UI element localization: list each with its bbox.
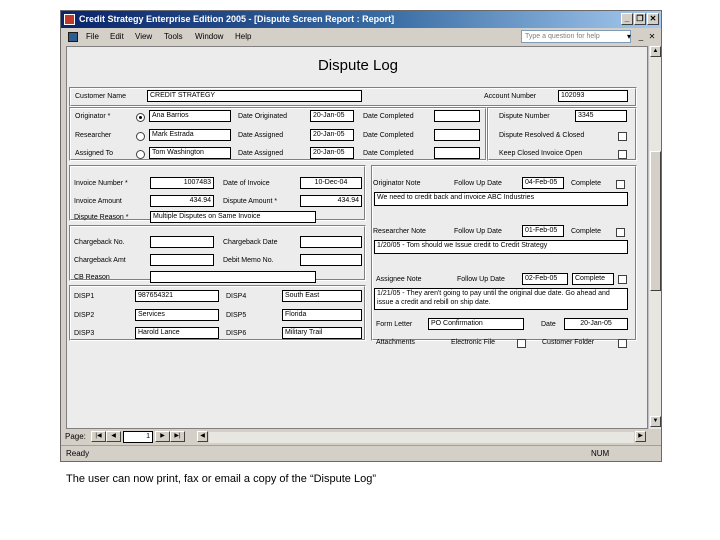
menu-file[interactable]: File: [86, 32, 99, 41]
chargeback-date-label: Chargeback Date: [223, 239, 278, 246]
complete-status-field[interactable]: Complete: [572, 273, 614, 285]
researcher-name-field[interactable]: Mark Estrada: [149, 129, 231, 141]
disp5-field[interactable]: Florida: [282, 309, 362, 321]
disp1-label: DISP1: [74, 293, 95, 300]
customer-name-field[interactable]: CREDIT STRATEGY: [147, 90, 362, 102]
researcher-note-text[interactable]: 1/20/05 - Tom should we Issue credit to Credit Strategy: [374, 240, 628, 254]
invoice-date-label: Date of Invoice: [223, 180, 270, 187]
dispute-reason-field[interactable]: Multiple Disputes on Same Invoice: [150, 211, 316, 223]
disp5-label: DISP5: [226, 312, 247, 319]
disp4-field[interactable]: South East: [282, 290, 362, 302]
resolved-checkbox[interactable]: [618, 132, 627, 141]
next-page-button[interactable]: ▶: [155, 431, 170, 442]
minimize-button[interactable]: _: [621, 13, 633, 25]
date-completed-field-2[interactable]: [434, 129, 480, 141]
form-letter-field[interactable]: PO Confirmation: [428, 318, 524, 330]
help-search-input[interactable]: Type a question for help: [521, 30, 631, 43]
chargeback-no-label: Chargeback No.: [74, 239, 125, 246]
disp1-field[interactable]: 987654321: [135, 290, 219, 302]
followup-label-2: Follow Up Date: [454, 228, 502, 235]
app-icon: [64, 14, 75, 25]
scroll-thumb[interactable]: [650, 151, 661, 291]
disp3-label: DISP3: [74, 330, 95, 337]
app-window: [60, 10, 662, 462]
followup-label-1: Follow Up Date: [454, 180, 502, 187]
disp2-field[interactable]: Services: [135, 309, 219, 321]
dispute-reason-label: Dispute Reason *: [74, 214, 129, 221]
date-originated-field[interactable]: 20-Jan-05: [310, 110, 354, 122]
date-originated-label: Date Originated: [238, 113, 288, 120]
disp2-label: DISP2: [74, 312, 95, 319]
assigned-label: Assigned To: [75, 150, 114, 157]
disp4-label: DISP4: [226, 293, 247, 300]
menu-window[interactable]: Window: [195, 32, 224, 41]
dispute-form: [66, 46, 648, 429]
dispute-number-label: Dispute Number: [499, 113, 550, 120]
customer-label: Customer Name: [75, 93, 126, 100]
chargeback-date-field[interactable]: [300, 236, 362, 248]
originator-note-text[interactable]: We need to credit back and invoice ABC Industries: [374, 192, 628, 206]
scroll-right-icon[interactable]: ▶: [635, 431, 646, 442]
disp6-label: DISP6: [226, 330, 247, 337]
researcher-radio[interactable]: [136, 132, 145, 141]
electronic-file-label: Electronic File: [451, 339, 495, 346]
complete-checkbox-3[interactable]: [618, 275, 627, 284]
complete-checkbox-1[interactable]: [616, 180, 625, 189]
invoice-amount-label: Invoice Amount: [74, 198, 122, 205]
restore-button[interactable]: ❐: [634, 13, 646, 25]
menu-tools[interactable]: Tools: [164, 32, 183, 41]
status-bar: [61, 445, 661, 461]
chargeback-no-field[interactable]: [150, 236, 214, 248]
scroll-up-icon[interactable]: ▲: [650, 46, 661, 57]
page-number-field[interactable]: 1: [123, 431, 153, 443]
dispute-number-field[interactable]: 3345: [575, 110, 627, 122]
invoice-amount-field[interactable]: 434.94: [150, 195, 214, 207]
attachments-label: Attachments: [376, 339, 415, 346]
electronic-file-checkbox[interactable]: [517, 339, 526, 348]
account-number-field[interactable]: 102093: [558, 90, 628, 102]
dispute-amount-field[interactable]: 434.94: [300, 195, 362, 207]
doc-close-button[interactable]: ✕: [648, 32, 656, 41]
complete-checkbox-2[interactable]: [616, 228, 625, 237]
date-completed-label-3: Date Completed: [363, 150, 414, 157]
keep-open-label: Keep Closed Invoice Open: [499, 150, 583, 157]
form-letter-date-field[interactable]: 20-Jan-05: [564, 318, 628, 330]
record-navigation-bar: [61, 429, 661, 445]
vertical-scrollbar[interactable]: [648, 46, 661, 429]
scroll-down-icon[interactable]: ▼: [650, 416, 661, 427]
originator-label: Originator *: [75, 113, 111, 120]
date-completed-field-3[interactable]: [434, 147, 480, 159]
debit-memo-label: Debit Memo No.: [223, 257, 274, 264]
invoice-date-field[interactable]: 10-Dec-04: [300, 177, 362, 189]
researcher-note-label: Researcher Note: [373, 228, 426, 235]
doc-minimize-button[interactable]: _: [638, 32, 644, 41]
date-assigned-field-2[interactable]: 20-Jan-05: [310, 147, 354, 159]
date-completed-field-1[interactable]: [434, 110, 480, 122]
date-assigned-field-1[interactable]: 20-Jan-05: [310, 129, 354, 141]
first-page-button[interactable]: |◀: [91, 431, 106, 442]
researcher-label: Researcher: [75, 132, 112, 139]
followup-label-3: Follow Up Date: [457, 276, 505, 283]
form-letter-date-label: Date: [541, 321, 556, 328]
disp6-field[interactable]: Military Trail: [282, 327, 362, 339]
date-completed-label-1: Date Completed: [363, 113, 414, 120]
chargeback-amt-field[interactable]: [150, 254, 214, 266]
complete-label-2: Complete: [571, 228, 601, 235]
followup-date-field-3[interactable]: 02-Feb-05: [522, 273, 568, 285]
title-bar[interactable]: [61, 11, 661, 28]
disp3-field[interactable]: Harold Lance: [135, 327, 219, 339]
dispute-amount-label: Dispute Amount *: [223, 198, 278, 205]
assignee-note-label: Assignee Note: [376, 276, 422, 283]
close-button[interactable]: ✕: [647, 13, 659, 25]
menu-view[interactable]: View: [135, 32, 153, 41]
caption: The user can now print, fax or email a copy of the “Dispute Log”: [66, 473, 376, 485]
chargeback-amt-label: Chargeback Amt: [74, 257, 126, 264]
date-completed-label-2: Date Completed: [363, 132, 414, 139]
keep-open-checkbox[interactable]: [618, 150, 627, 159]
date-assigned-label-1: Date Assigned: [238, 132, 284, 139]
date-assigned-label-2: Date Assigned: [238, 150, 284, 157]
menu-edit[interactable]: Edit: [110, 32, 124, 41]
page-title: Dispute Log: [317, 57, 399, 74]
assigned-name-field[interactable]: Tom Washington: [149, 147, 231, 159]
originator-radio[interactable]: [136, 113, 145, 122]
last-page-button[interactable]: ▶|: [170, 431, 185, 442]
resolved-label: Dispute Resolved & Closed: [499, 132, 585, 139]
cb-reason-field[interactable]: [150, 271, 316, 283]
document-icon[interactable]: [68, 32, 78, 42]
help-dropdown-icon[interactable]: ▾: [626, 32, 631, 41]
invoice-number-label: Invoice Number *: [74, 180, 128, 187]
status-text: Ready: [66, 449, 90, 458]
form-letter-label: Form Letter: [376, 321, 413, 328]
assignee-note-text[interactable]: 1/21/05 - They aren't going to pay until the original due date. Go ahead and issue a credit and rebill on ship date.: [374, 288, 628, 310]
menu-bar: [61, 28, 661, 46]
num-lock-indicator: NUM: [591, 449, 610, 458]
account-label: Account Number: [484, 93, 537, 100]
scroll-left-icon[interactable]: ◀: [197, 431, 208, 442]
debit-memo-field[interactable]: [300, 254, 362, 266]
complete-label-1: Complete: [571, 180, 601, 187]
customer-folder-checkbox[interactable]: [618, 339, 627, 348]
assigned-radio[interactable]: [136, 150, 145, 159]
originator-note-label: Originator Note: [373, 180, 421, 187]
window-title: Credit Strategy Enterprise Edition 2005 - [Dispute Screen Report : Report]: [79, 14, 395, 24]
menu-help[interactable]: Help: [235, 32, 252, 41]
cb-reason-label: CB Reason: [74, 274, 110, 281]
prev-page-button[interactable]: ◀: [106, 431, 121, 442]
horizontal-scrollbar[interactable]: [209, 432, 634, 443]
invoice-number-field[interactable]: 1007483: [150, 177, 214, 189]
page-label: Page:: [65, 432, 86, 441]
originator-name-field[interactable]: Ana Barrios: [149, 110, 231, 122]
followup-date-field-2[interactable]: 01-Feb-05: [522, 225, 564, 237]
followup-date-field-1[interactable]: 04-Feb-05: [522, 177, 564, 189]
customer-folder-label: Customer Folder: [542, 339, 595, 346]
